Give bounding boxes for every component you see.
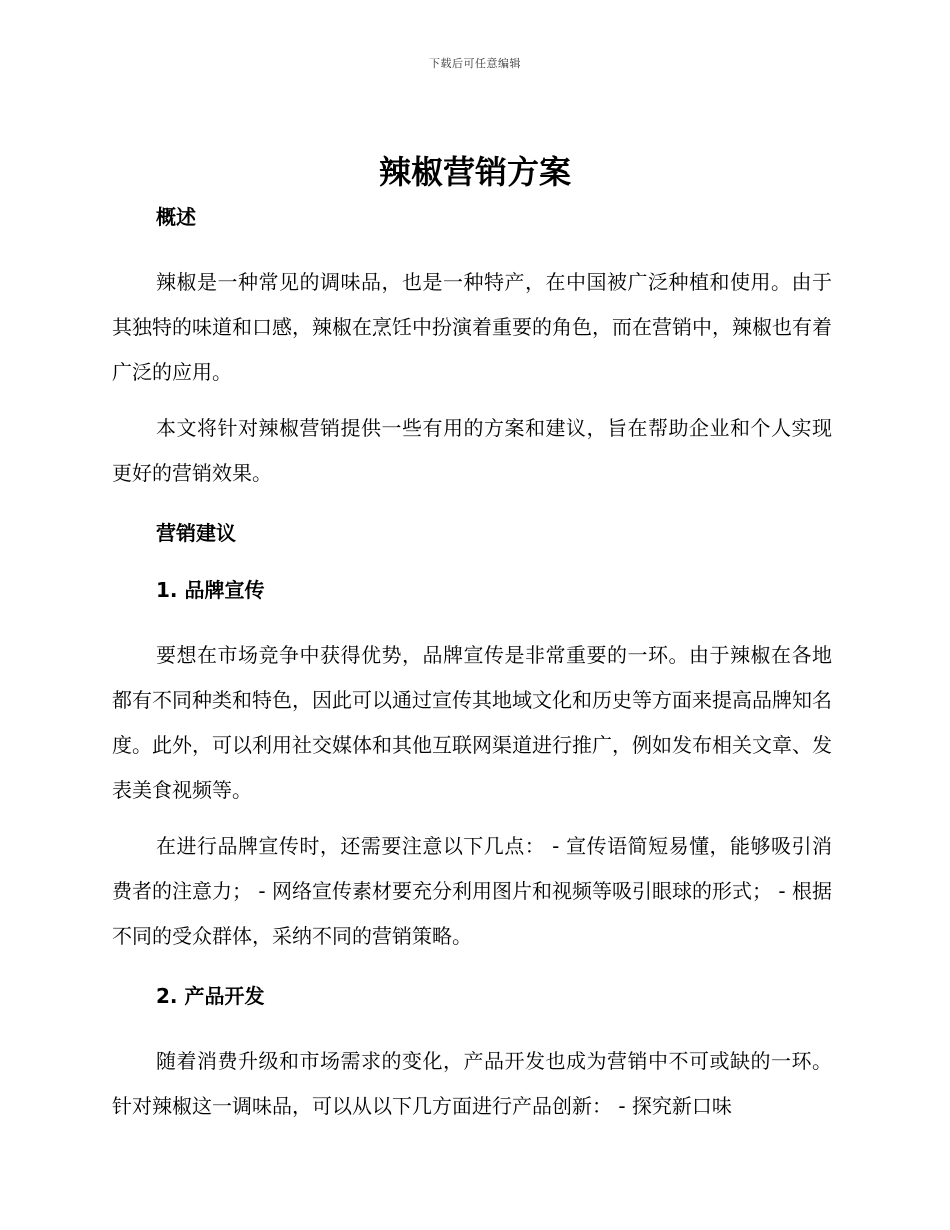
- paragraph-brand-2: 在进行品牌宣传时，还需要注意以下几点： - 宣传语简短易懂，能够吸引消费者的注意力； - 网络宣传素材要充分利用图片和视频等吸引眼球的形式； - 根据不同的受众群体，采纳不同的营销策略。: [112, 834, 832, 948]
- paragraph-overview-2: 本文将针对辣椒营销提供一些有用的方案和建议，旨在帮助企业和个人实现更好的营销效果。: [112, 416, 832, 485]
- paragraph-overview-1: 辣椒是一种常见的调味品，也是一种特产，在中国被广泛种植和使用。由于其独特的味道和口感，辣椒在烹饪中扮演着重要的角色，而在营销中，辣椒也有着广泛的应用。: [112, 270, 832, 384]
- document-body: [112, 203, 832, 1129]
- section-heading-overview: 概述: [156, 205, 196, 229]
- document-title: 辣椒营销方案: [378, 153, 571, 191]
- paragraph-product-1: 随着消费升级和市场需求的变化，产品开发也成为营销中不可或缺的一环。针对辣椒这一调味品，可以从以下几方面进行产品创新： - 探究新口味: [112, 1049, 832, 1118]
- section-heading-suggestions: 营销建议: [156, 521, 236, 545]
- subsection-heading-product: 2. 产品开发: [156, 984, 265, 1008]
- paragraph-brand-1: 要想在市场竞争中获得优势，品牌宣传是非常重要的一环。由于辣椒在各地都有不同种类和特色，因此可以通过宣传其地域文化和历史等方面来提高品牌知名度。此外，可以利用社交媒体和其他互联网渠道进行推广，例如发布相关文章、发表美食视频等。: [112, 643, 832, 802]
- header-note: 下载后可任意编辑: [429, 57, 521, 70]
- subsection-heading-brand: 1. 品牌宣传: [156, 578, 265, 602]
